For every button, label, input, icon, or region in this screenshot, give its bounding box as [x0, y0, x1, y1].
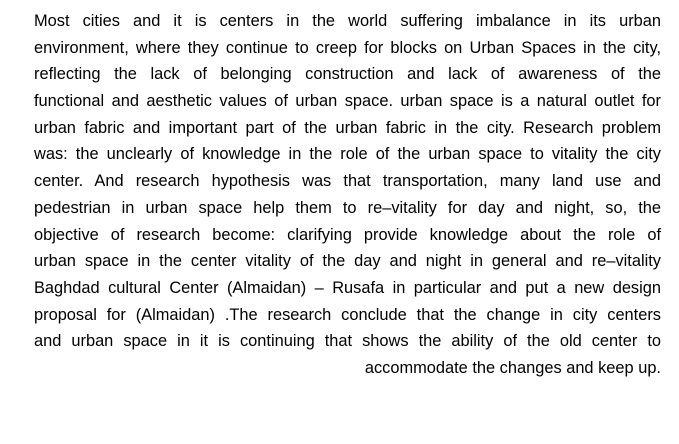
text-line: pedestrian in urban space help them to re–vitality for day and night, so, the	[34, 198, 661, 217]
text-line: urban fabric and important part of the urban fabric in the city. Research problem	[34, 118, 661, 137]
text-line: proposal for (Almaidan) .The research conclude that the change in city centers	[34, 305, 661, 324]
text-line: objective of research become: clarifying provide knowledge about the role of	[34, 225, 661, 244]
text-line-last: accommodate the changes and keep up.	[364, 358, 661, 377]
text-line: Most cities and it is centers in the world suffering imbalance in its urban	[34, 12, 661, 30]
text-line: Baghdad cultural Center (Almaidan) – Rusafa in particular and put a new design	[34, 278, 661, 297]
text-line: functional and aesthetic values of urban space. urban space is a natural outlet for	[34, 92, 661, 111]
text-line: environment, where they continue to creep for blocks on Urban Spaces in the city,	[34, 38, 661, 57]
text-line: and urban space in it is continuing that shows the ability of the old center to	[34, 332, 661, 351]
text-line: reflecting the lack of belonging construction and lack of awareness of the	[34, 65, 661, 84]
text-line: urban space in the center vitality of the day and night in general and re–vitality	[34, 252, 661, 271]
text-line: was: the unclearly of knowledge in the role of the urban space to vitality the city	[34, 145, 661, 164]
text-line: center. And research hypothesis was that transportation, many land use and	[34, 172, 661, 191]
abstract-paragraph	[34, 8, 661, 382]
